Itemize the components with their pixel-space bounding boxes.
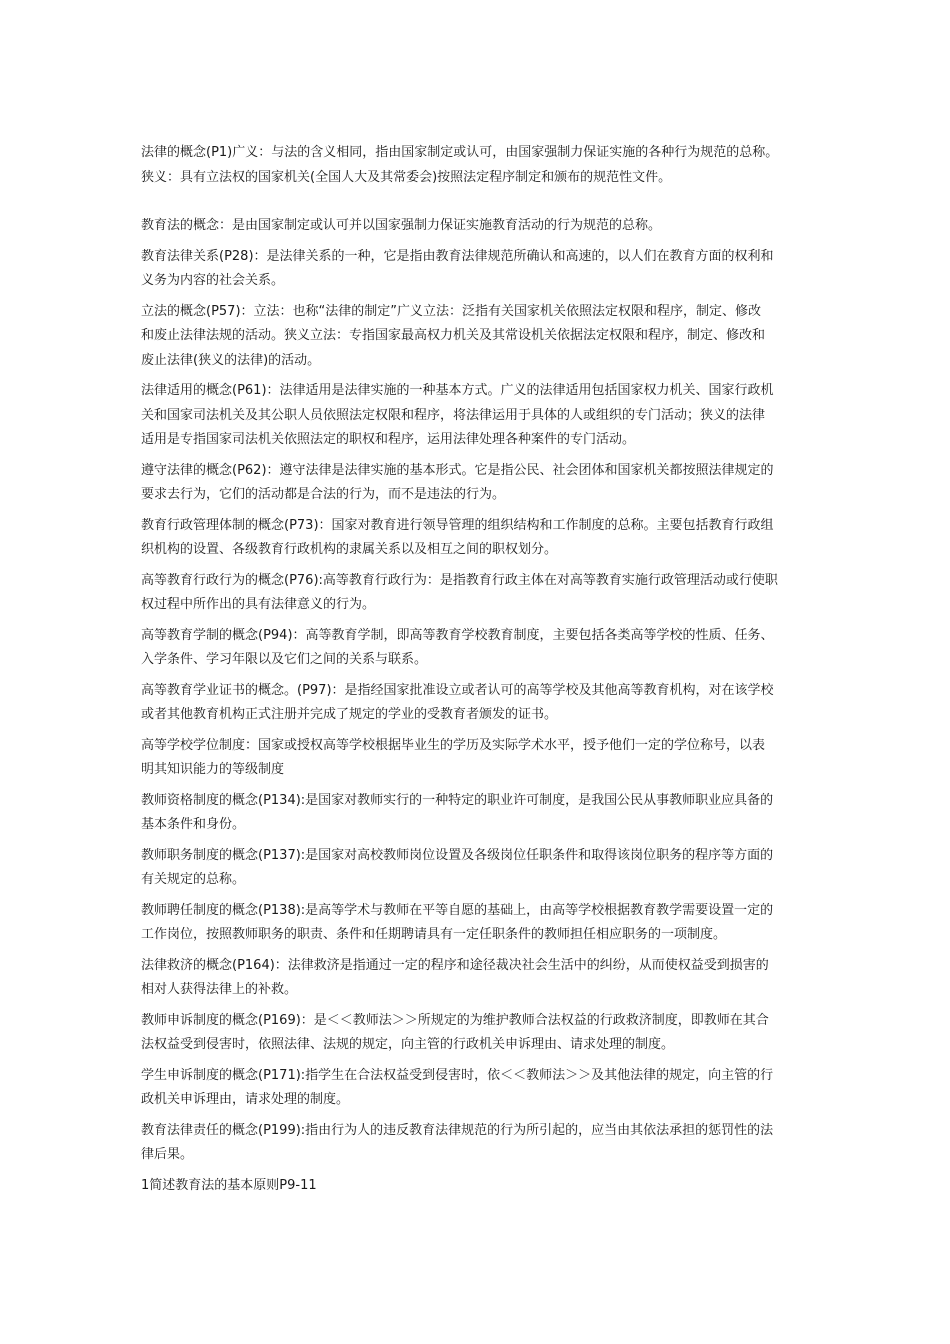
paragraph-education-law-concept bbox=[141, 214, 831, 239]
paragraph-law-application bbox=[141, 379, 831, 453]
paragraph-academic-certificate bbox=[141, 679, 831, 728]
paragraph-teacher-appeal bbox=[141, 1009, 831, 1058]
text-line: 教师资格制度的概念(P134):是国家对教师实行的一种特定的职业许可制度，是我国公民从事教师职业应具备的 bbox=[141, 792, 774, 808]
paragraph-higher-education-system bbox=[141, 624, 831, 673]
text-line: 法律的概念(P1)广义：与法的含义相同，指由国家制定或认可，由国家强制力保证实施的各种行为规范的总称。 bbox=[141, 145, 779, 160]
paragraph-education-legal-relation bbox=[141, 245, 831, 294]
text-line: 教师聘任制度的概念(P138):是高等学术与教师在平等自愿的基础上，由高等学校根据教育教学需要设置一定的 bbox=[141, 902, 774, 918]
blank-line bbox=[141, 196, 831, 214]
text-line: 高等学校学位制度：国家或授权高等学校根据毕业生的学历及实际学术水平，授予他们一定的学位称号，以表 bbox=[141, 737, 766, 753]
paragraph-question-heading bbox=[141, 1174, 831, 1199]
paragraph-degree-system bbox=[141, 734, 831, 783]
paragraph-education-administration-system bbox=[141, 514, 831, 563]
text-line: 高等教育学制的概念(P94)：高等教育学制，即高等教育学校教育制度，主要包括各类高等学校的性质、任务、 bbox=[141, 627, 774, 643]
text-line: 工作岗位，按照教师职务的职责、条件和任期聘请具有一定任职条件的教师担任相应职务的一项制度。 bbox=[141, 927, 727, 942]
text-line: 法律适用的概念(P61)：法律适用是法律实施的一种基本方式。广义的法律适用包括国家权力机关、国家行政机 bbox=[141, 383, 774, 398]
text-line: 学生申诉制度的概念(P171):指学生在合法权益受到侵害时，依＜＜教师法＞＞及其他法律的规定，向主管的行 bbox=[141, 1067, 774, 1083]
paragraph-law-concept bbox=[141, 141, 831, 190]
paragraph-student-appeal bbox=[141, 1064, 831, 1113]
text-line: 或者其他教育机构正式注册并完成了规定的学业的受教育者颁发的证书。 bbox=[141, 707, 558, 722]
text-line: 权过程中所作出的具有法律意义的行为。 bbox=[141, 597, 376, 612]
paragraph-teacher-qualification bbox=[141, 789, 831, 838]
text-line: 教育行政管理体制的概念(P73)：国家对教育进行领导管理的组织结构和工作制度的总称。主要包括教育行政组 bbox=[141, 517, 774, 533]
text-line: 律后果。 bbox=[141, 1147, 194, 1162]
paragraph-teacher-appointment bbox=[141, 899, 831, 948]
paragraph-legislation-concept bbox=[141, 300, 831, 374]
text-line: 关和国家司法机关及其公职人员依照法定权限和程序，将法律运用于具体的人或组织的专门活动；狭义的法律 bbox=[141, 407, 766, 423]
paragraph-legal-remedy bbox=[141, 954, 831, 1003]
text-line: 有关规定的总称。 bbox=[141, 872, 246, 887]
text-line: 法律救济的概念(P164)：法律救济是指通过一定的程序和途径裁决社会生活中的纠纷，从而使权益受到损害的 bbox=[141, 957, 769, 973]
text-line: 相对人获得法律上的补救。 bbox=[141, 982, 298, 997]
text-line: 基本条件和身份。 bbox=[141, 817, 246, 832]
text-line: 织机构的设置、各级教育行政机构的隶属关系以及相互之间的职权划分。 bbox=[141, 542, 558, 557]
text-line: 教育法律责任的概念(P199):指由行为人的违反教育法律规范的行为所引起的，应当由其依法承担的惩罚性的法 bbox=[141, 1122, 774, 1138]
text-line: 狭义：具有立法权的国家机关(全国人大及其常委会)按照法定程序制定和颁布的规范性文件。 bbox=[141, 169, 672, 185]
text-line: 教师申诉制度的概念(P169)：是＜＜教师法＞＞所规定的为维护教师合法权益的行政救济制度，即教师在其合 bbox=[141, 1012, 769, 1028]
text-line: 遵守法律的概念(P62)：遵守法律是法律实施的基本形式。它是指公民、社会团体和国家机关都按照法律规定的 bbox=[141, 462, 774, 478]
text-line: 教育法的概念：是由国家制定或认可并以国家强制力保证实施教育活动的行为规范的总称。 bbox=[141, 218, 662, 233]
document-page bbox=[141, 141, 831, 1204]
text-line: 义务为内容的社会关系。 bbox=[141, 273, 285, 288]
text-line: 入学条件、学习年限以及它们之间的关系与联系。 bbox=[141, 652, 428, 667]
text-line: 高等教育学业证书的概念。(P97)：是指经国家批准设立或者认可的高等学校及其他高等教育机构，对在该学校 bbox=[141, 682, 774, 698]
text-line: 政机关申诉理由，请求处理的制度。 bbox=[141, 1092, 350, 1107]
paragraph-teacher-position bbox=[141, 844, 831, 893]
text-line: 明其知识能力的等级制度 bbox=[141, 762, 285, 777]
text-line: 教师职务制度的概念(P137):是国家对高校教师岗位设置及各级岗位任职条件和取得该岗位职务的程序等方面的 bbox=[141, 847, 774, 863]
text-line: 要求去行为，它们的活动都是合法的行为，而不是违法的行为。 bbox=[141, 487, 506, 502]
text-line: 1简述教育法的基本原则P9-11 bbox=[141, 1177, 317, 1193]
text-line: 立法的概念(P57)：立法：也称“法律的制定”广义立法：泛指有关国家机关依照法定权限和程序，制定、修改 bbox=[141, 303, 761, 319]
paragraph-law-compliance bbox=[141, 459, 831, 508]
text-line: 废止法律(狭义的法律)的活动。 bbox=[141, 352, 321, 368]
text-line: 和废止法律法规的活动。狭义立法：专指国家最高权力机关及其常设机关依据法定权限和程序，制定、修改和 bbox=[141, 328, 766, 343]
text-line: 教育法律关系(P28)：是法律关系的一种，它是指由教育法律规范所确认和高速的，以人们在教育方面的权利和 bbox=[141, 248, 774, 264]
text-line: 高等教育行政行为的概念(P76):高等教育行政行为：是指教育行政主体在对高等教育实施行政管理活动或行使职 bbox=[141, 572, 778, 588]
text-line: 法权益受到侵害时，依照法律、法规的规定，向主管的行政机关申诉理由、请求处理的制度。 bbox=[141, 1037, 675, 1052]
paragraph-education-legal-liability bbox=[141, 1119, 831, 1168]
paragraph-higher-education-admin-act bbox=[141, 569, 831, 618]
text-line: 适用是专指国家司法机关依照法定的职权和程序，运用法律处理各种案件的专门活动。 bbox=[141, 432, 636, 447]
